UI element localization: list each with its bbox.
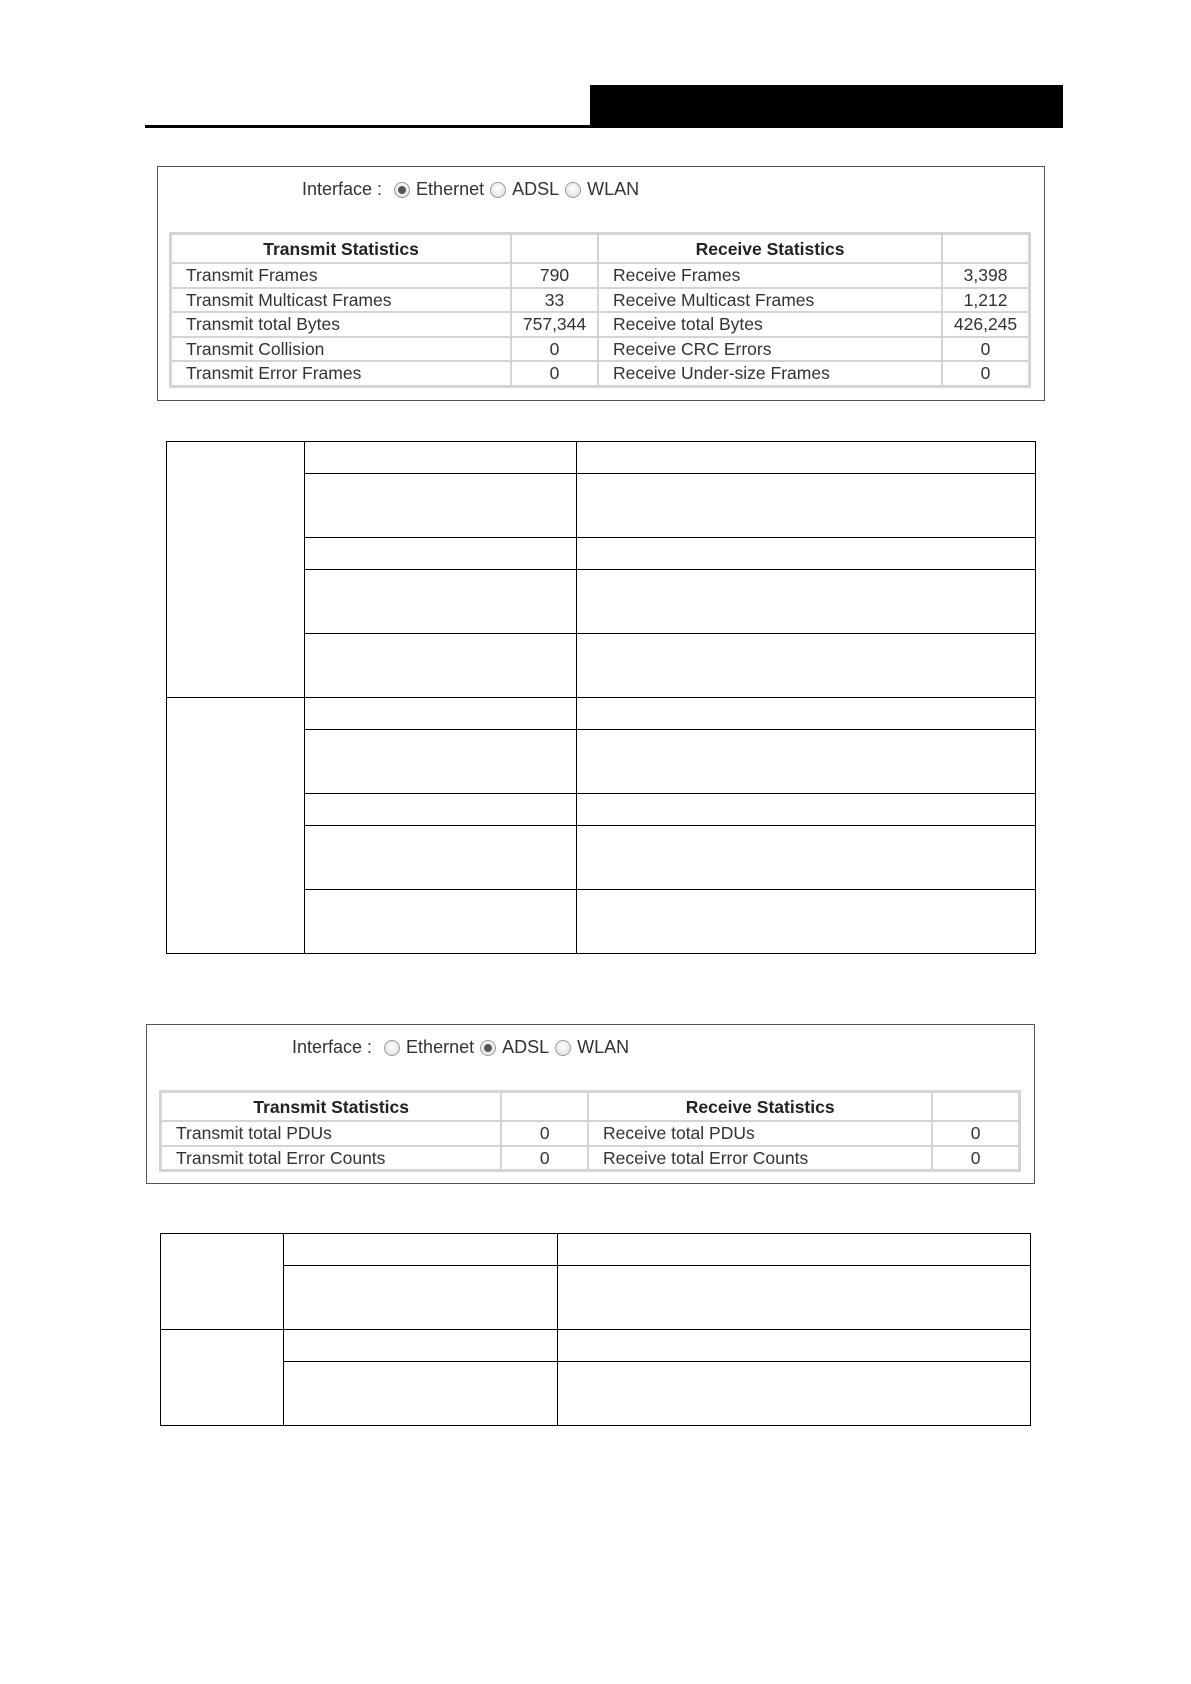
- adsl-description-table: [160, 1233, 1031, 1426]
- interface-label: Interface :: [302, 179, 383, 199]
- rx-value: 0: [942, 361, 1029, 386]
- stats-header-row: [171, 234, 1029, 263]
- interface-label: Interface :: [292, 1037, 373, 1057]
- table-cell: [304, 890, 576, 954]
- table-cell: [161, 1234, 284, 1330]
- transmit-header: Transmit Statistics: [161, 1092, 501, 1121]
- ethernet-description-table: [166, 441, 1036, 954]
- table-cell: [576, 570, 1036, 634]
- rx-value: 0: [942, 337, 1029, 362]
- radio-ethernet-label: Ethernet: [416, 179, 485, 199]
- table-row: [161, 1121, 1019, 1146]
- table-cell: [576, 730, 1036, 794]
- adsl-stats-panel: [146, 1024, 1035, 1184]
- tx-value: 0: [511, 337, 598, 362]
- table-cell: [167, 698, 305, 954]
- tx-value: 0: [501, 1121, 588, 1146]
- table-cell: [557, 1266, 1030, 1330]
- ethernet-stats-panel: [157, 166, 1045, 401]
- radio-adsl[interactable]: [490, 182, 506, 198]
- rx-label: Receive total Error Counts: [588, 1146, 932, 1171]
- radio-ethernet[interactable]: [384, 1040, 400, 1056]
- tx-label: Transmit Collision: [171, 337, 511, 362]
- table-cell: [304, 442, 576, 474]
- table-cell: [576, 890, 1036, 954]
- table-cell: [283, 1330, 557, 1362]
- radio-ethernet-label: Ethernet: [406, 1037, 475, 1057]
- table-cell: [557, 1234, 1030, 1266]
- interface-selector: [292, 1037, 635, 1058]
- table-cell: [283, 1266, 557, 1330]
- radio-ethernet[interactable]: [394, 182, 410, 198]
- receive-value-header: [942, 234, 1029, 263]
- header-black-bar: [590, 85, 1063, 128]
- adsl-stats-table: [159, 1090, 1021, 1172]
- rx-label: Receive Multicast Frames: [598, 288, 942, 313]
- table-cell: [576, 538, 1036, 570]
- header-rule: [145, 125, 1063, 128]
- tx-value: 757,344: [511, 312, 598, 337]
- table-cell: [576, 794, 1036, 826]
- rx-value: 426,245: [942, 312, 1029, 337]
- receive-header: Receive Statistics: [588, 1092, 932, 1121]
- table-cell: [304, 570, 576, 634]
- rx-label: Receive total PDUs: [588, 1121, 932, 1146]
- radio-option-ethernet[interactable]: [394, 179, 484, 200]
- table-cell: [304, 794, 576, 826]
- tx-value: 0: [511, 361, 598, 386]
- radio-option-adsl[interactable]: [480, 1037, 549, 1058]
- rx-label: Receive total Bytes: [598, 312, 942, 337]
- radio-adsl-label: ADSL: [512, 179, 560, 199]
- radio-adsl[interactable]: [480, 1040, 496, 1056]
- tx-label: Transmit Multicast Frames: [171, 288, 511, 313]
- table-row: [161, 1146, 1019, 1171]
- radio-option-ethernet[interactable]: [384, 1037, 474, 1058]
- table-cell: [304, 826, 576, 890]
- table-cell: [576, 698, 1036, 730]
- table-cell: [283, 1234, 557, 1266]
- tx-label: Transmit total Error Counts: [161, 1146, 501, 1171]
- rx-value: 0: [932, 1121, 1019, 1146]
- table-cell: [576, 634, 1036, 698]
- receive-value-header: [932, 1092, 1019, 1121]
- table-cell: [283, 1362, 557, 1426]
- rx-label: Receive Frames: [598, 263, 942, 288]
- table-cell: [304, 538, 576, 570]
- table-cell: [304, 474, 576, 538]
- table-cell: [557, 1362, 1030, 1426]
- transmit-header: Transmit Statistics: [171, 234, 511, 263]
- transmit-value-header: [511, 234, 598, 263]
- table-row: [171, 337, 1029, 362]
- rx-value: 0: [932, 1146, 1019, 1171]
- table-cell: [304, 698, 576, 730]
- table-cell: [576, 826, 1036, 890]
- radio-option-wlan[interactable]: [555, 1037, 629, 1058]
- receive-header: Receive Statistics: [598, 234, 942, 263]
- table-cell: [304, 730, 576, 794]
- rx-value: 3,398: [942, 263, 1029, 288]
- tx-value: 0: [501, 1146, 588, 1171]
- table-row: [171, 288, 1029, 313]
- table-cell: [557, 1330, 1030, 1362]
- tx-label: Transmit total PDUs: [161, 1121, 501, 1146]
- table-cell: [304, 634, 576, 698]
- radio-wlan[interactable]: [555, 1040, 571, 1056]
- table-row: [171, 361, 1029, 386]
- tx-label: Transmit Frames: [171, 263, 511, 288]
- rx-label: Receive CRC Errors: [598, 337, 942, 362]
- transmit-value-header: [501, 1092, 588, 1121]
- radio-wlan-label: WLAN: [577, 1037, 630, 1057]
- radio-option-wlan[interactable]: [565, 179, 639, 200]
- ethernet-stats-table: [169, 232, 1031, 388]
- table-cell: [576, 474, 1036, 538]
- stats-header-row: [161, 1092, 1019, 1121]
- interface-selector: [302, 179, 645, 200]
- rx-label: Receive Under-size Frames: [598, 361, 942, 386]
- tx-label: Transmit Error Frames: [171, 361, 511, 386]
- tx-label: Transmit total Bytes: [171, 312, 511, 337]
- table-cell: [576, 442, 1036, 474]
- radio-wlan[interactable]: [565, 182, 581, 198]
- table-cell: [161, 1330, 284, 1426]
- rx-value: 1,212: [942, 288, 1029, 313]
- table-cell: [167, 442, 305, 698]
- table-row: [171, 312, 1029, 337]
- table-row: [171, 263, 1029, 288]
- radio-wlan-label: WLAN: [587, 179, 640, 199]
- radio-option-adsl[interactable]: [490, 179, 559, 200]
- tx-value: 790: [511, 263, 598, 288]
- tx-value: 33: [511, 288, 598, 313]
- radio-adsl-label: ADSL: [502, 1037, 550, 1057]
